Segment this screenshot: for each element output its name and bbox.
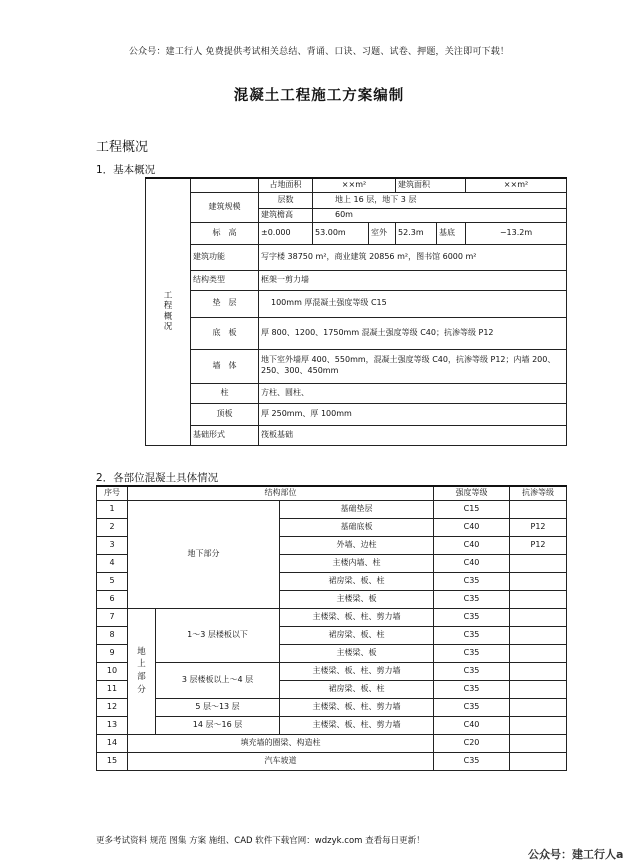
cell: 地下室外墙厚 400、550mm，混凝土强度等级 C40，抗渗等级 P12；内墙 200、250、300、450mm bbox=[259, 349, 567, 383]
row-element: 主楼内墙、柱 bbox=[280, 554, 434, 572]
table-row bbox=[146, 270, 567, 290]
row-strength: C35 bbox=[434, 626, 510, 644]
group-above: 地上部分 bbox=[128, 608, 156, 734]
row-seepage bbox=[510, 752, 567, 770]
row-seepage bbox=[510, 680, 567, 698]
row-strength: C35 bbox=[434, 698, 510, 716]
cell: 基底 bbox=[437, 222, 466, 244]
row-no: 8 bbox=[97, 626, 128, 644]
row-strength: C35 bbox=[434, 590, 510, 608]
group-floors-3-4: 3 层楼板以上～4 层 bbox=[156, 662, 280, 698]
row-label: 顶板 bbox=[191, 403, 259, 425]
group-underground: 地下部分 bbox=[128, 500, 280, 608]
cell: 60m bbox=[313, 208, 567, 222]
row-label: 建筑规模 bbox=[191, 192, 259, 222]
cell: 占地面积 bbox=[259, 178, 313, 192]
row-seepage bbox=[510, 590, 567, 608]
row-no: 11 bbox=[97, 680, 128, 698]
cell: ±0.000 bbox=[259, 222, 313, 244]
row-strength: C40 bbox=[434, 536, 510, 554]
row-element: 主楼梁、板、柱、剪力墙 bbox=[280, 698, 434, 716]
row-element: 外墙、边柱 bbox=[280, 536, 434, 554]
table-row bbox=[97, 716, 567, 734]
row-element: 主楼梁、板 bbox=[280, 590, 434, 608]
header-part: 结构部位 bbox=[128, 486, 434, 500]
table-row bbox=[97, 752, 567, 770]
section-title: 工程概况 bbox=[96, 140, 149, 155]
page-footer: 更多考试资料 规范 图集 方案 施组、CAD 软件下载官网：wdzyk.com 查看每日更新！ bbox=[96, 836, 425, 846]
row-no: 7 bbox=[97, 608, 128, 626]
row-seepage bbox=[510, 698, 567, 716]
row-no: 9 bbox=[97, 644, 128, 662]
header-no: 序号 bbox=[97, 486, 128, 500]
cell: ××m² bbox=[466, 178, 567, 192]
row-label: 柱 bbox=[191, 383, 259, 403]
row-strength: C35 bbox=[434, 644, 510, 662]
table-header-row bbox=[97, 486, 567, 500]
cell: 52.3m bbox=[396, 222, 437, 244]
table-row bbox=[146, 349, 567, 383]
row-element: 主楼梁、板 bbox=[280, 644, 434, 662]
page-header: 公众号：建工行人 免费提供考试相关总结、背诵、口诀、习题、试卷、押题，关注即可下载！ bbox=[128, 47, 510, 57]
row-no: 3 bbox=[97, 536, 128, 554]
row-seepage bbox=[510, 500, 567, 518]
row-seepage bbox=[510, 662, 567, 680]
table-row bbox=[146, 290, 567, 317]
concrete-table bbox=[96, 485, 567, 771]
row-no: 4 bbox=[97, 554, 128, 572]
cell: 建筑面积 bbox=[396, 178, 466, 192]
row-no: 1 bbox=[97, 500, 128, 518]
table-row bbox=[97, 500, 567, 518]
row-strength: C20 bbox=[434, 734, 510, 752]
row-no: 13 bbox=[97, 716, 128, 734]
row-label: 墙 体 bbox=[191, 349, 259, 383]
side-label: 工 程 概 况 bbox=[146, 178, 191, 445]
table-row bbox=[146, 178, 567, 192]
row-seepage bbox=[510, 554, 567, 572]
row-label: 建筑功能 bbox=[191, 244, 259, 270]
row-no: 15 bbox=[97, 752, 128, 770]
cell: 筏板基础 bbox=[259, 425, 567, 445]
cell: −13.2m bbox=[466, 222, 567, 244]
row-seepage bbox=[510, 572, 567, 590]
row-seepage bbox=[510, 608, 567, 626]
cell: 53.00m bbox=[313, 222, 369, 244]
cell: 厚 800、1200、1750mm 混凝土强度等级 C40；抗渗等级 P12 bbox=[259, 317, 567, 349]
overview-table bbox=[145, 177, 567, 446]
group-fill-wall: 填充墙的圈梁、构造柱 bbox=[128, 734, 434, 752]
row-label: 标 高 bbox=[191, 222, 259, 244]
group-floors-1-3: 1～3 层楼板以下 bbox=[156, 608, 280, 662]
table-row bbox=[146, 222, 567, 244]
row-seepage: P12 bbox=[510, 518, 567, 536]
row-no: 14 bbox=[97, 734, 128, 752]
table-row bbox=[146, 403, 567, 425]
cell: ××m² bbox=[313, 178, 396, 192]
row-strength: C35 bbox=[434, 662, 510, 680]
table-row bbox=[97, 698, 567, 716]
row-label: 垫 层 bbox=[191, 290, 259, 317]
table-row bbox=[97, 608, 567, 626]
row-element: 裙房梁、板、柱 bbox=[280, 572, 434, 590]
row-no: 12 bbox=[97, 698, 128, 716]
table-row bbox=[97, 734, 567, 752]
subsection-basic-overview: 1．基本概况 bbox=[96, 164, 156, 176]
row-no: 6 bbox=[97, 590, 128, 608]
row-no: 2 bbox=[97, 518, 128, 536]
group-floors-14-16: 14 层～16 层 bbox=[156, 716, 280, 734]
row-no: 10 bbox=[97, 662, 128, 680]
row-strength: C40 bbox=[434, 554, 510, 572]
header-strength: 强度等级 bbox=[434, 486, 510, 500]
header-seepage: 抗渗等级 bbox=[510, 486, 567, 500]
row-seepage bbox=[510, 716, 567, 734]
row-strength: C15 bbox=[434, 500, 510, 518]
row-element: 主楼梁、板、柱、剪力墙 bbox=[280, 716, 434, 734]
table-row bbox=[146, 425, 567, 445]
row-element: 主楼梁、板、柱、剪力墙 bbox=[280, 662, 434, 680]
table-row bbox=[146, 317, 567, 349]
group-floors-5-13: 5 层～13 层 bbox=[156, 698, 280, 716]
row-element: 裙房梁、板、柱 bbox=[280, 626, 434, 644]
cell: 方柱、圆柱、 bbox=[259, 383, 567, 403]
cell: 层数 bbox=[259, 192, 313, 208]
table-row bbox=[97, 662, 567, 680]
row-strength: C40 bbox=[434, 716, 510, 734]
row-element: 基础底板 bbox=[280, 518, 434, 536]
row-element: 裙房梁、板、柱 bbox=[280, 680, 434, 698]
row-element: 基础垫层 bbox=[280, 500, 434, 518]
cell: 框架一剪力墙 bbox=[259, 270, 567, 290]
row-seepage: P12 bbox=[510, 536, 567, 554]
table-row bbox=[146, 383, 567, 403]
table-row bbox=[146, 244, 567, 270]
subsection-concrete-details: 2．各部位混凝土具体情况 bbox=[96, 472, 219, 484]
cell: 100mm 厚混凝土强度等级 C15 bbox=[259, 290, 567, 317]
row-label: 底 板 bbox=[191, 317, 259, 349]
cell: 写字楼 38750 m²，商业建筑 20856 m²，图书馆 6000 m² bbox=[259, 244, 567, 270]
row-label: 结构类型 bbox=[191, 270, 259, 290]
group-ramp: 汽车坡道 bbox=[128, 752, 434, 770]
cell: 室外 bbox=[369, 222, 396, 244]
table-row bbox=[146, 192, 567, 208]
row-seepage bbox=[510, 644, 567, 662]
row-label: 基础形式 bbox=[191, 425, 259, 445]
row-element: 主楼梁、板、柱、剪力墙 bbox=[280, 608, 434, 626]
row-strength: C35 bbox=[434, 572, 510, 590]
row-strength: C35 bbox=[434, 680, 510, 698]
row-strength: C35 bbox=[434, 608, 510, 626]
watermark: 公众号：建工行人a bbox=[528, 848, 624, 861]
row-strength: C40 bbox=[434, 518, 510, 536]
cell: 建筑檐高 bbox=[259, 208, 313, 222]
row-seepage bbox=[510, 626, 567, 644]
row-seepage bbox=[510, 734, 567, 752]
row-strength: C35 bbox=[434, 752, 510, 770]
cell: 厚 250mm、厚 100mm bbox=[259, 403, 567, 425]
cell: 地上 16 层，地下 3 层 bbox=[313, 192, 567, 208]
document-title: 混凝土工程施工方案编制 bbox=[233, 88, 405, 104]
row-no: 5 bbox=[97, 572, 128, 590]
